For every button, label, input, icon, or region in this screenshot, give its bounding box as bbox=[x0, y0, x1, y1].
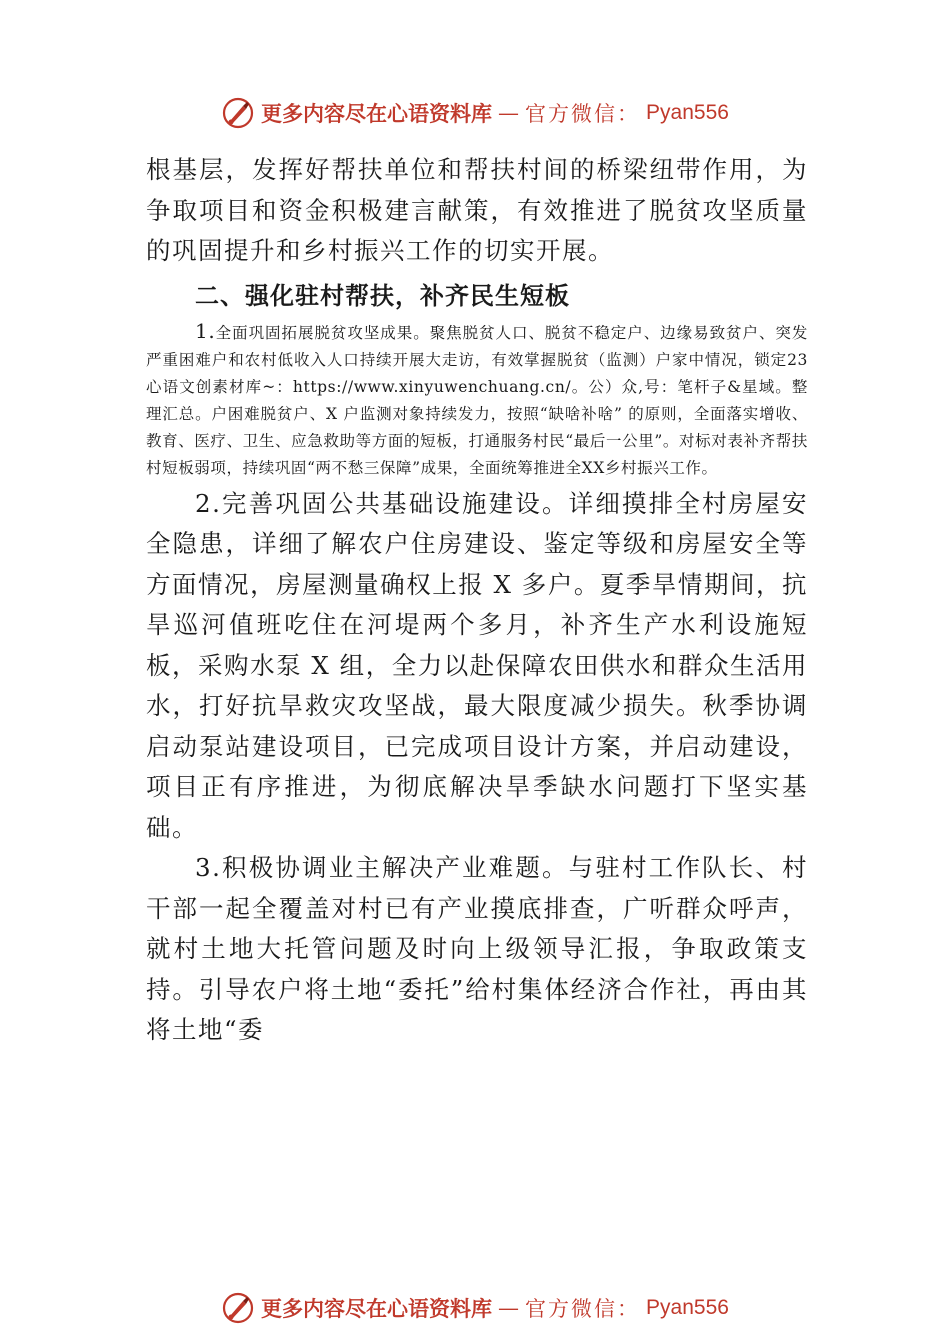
item-3-paragraph: 3.积极协调业主解决产业难题。与驻村工作队长、村干部一起全覆盖对村已有产业摸底排查，广听群众呼声，就村土地大托管问题及时向上级领导汇报，争取政策支持。引导农户将土地“委托”给村集体经济合作社，再由其将土地“委 bbox=[146, 853, 808, 1044]
watermark-sub-text: 官方微信： bbox=[525, 102, 641, 126]
item-2-paragraph: 2.完善巩固公共基础设施建设。详细摸排全村房屋安全隐患，详细了解农户住房建设、鉴定等级和房屋安全等方面情况，房屋测量确权上报 X 多户。夏季旱情期间，抗旱巡河值班吃住在河堤两个多月，补齐生产水利设施短板，采购水泵 X 组，全力以赴保障农田供水和群众生活用水，打好抗旱救灾攻坚战，最大限度减少损失。秋季协调启动泵站建设项目，已完成项目设计方案，并启动建设，项目正有序推进，为彻底解决旱季缺水问题打下坚实基础。 bbox=[146, 488, 808, 842]
brush-logo-icon bbox=[221, 1291, 255, 1325]
item-1-text: 全面巩固拓展脱贫攻坚成果。聚焦脱贫人口、脱贫不稳定户、边缘易致贫户、突发严重困难户和农村低收入人口持续开展大走访，有效掌握脱贫（监测）户家中情况，锁定23 心语文创素材库~：https://www.xinyuwenchuang.cn/。公）众,号：笔杆子&星域。整理汇总。户困难脱贫户、X 户监测对象持续发力，按照“缺啥补啥” 的原则，全面落实增收、教育、医疗、卫生、应急救助等方面的短板，打通服务村民“最后一公里”。对标对表补齐帮扶村短板弱项，持续巩固“两不愁三保障”成果，全面统筹推进全XX乡村振兴工作。 bbox=[146, 323, 808, 477]
brush-logo-icon bbox=[221, 96, 255, 130]
document-body bbox=[146, 150, 808, 1051]
watermark-dash: — bbox=[498, 101, 520, 125]
footer-watermark bbox=[0, 1291, 950, 1325]
header-watermark bbox=[0, 96, 950, 130]
watermark-main-text: 更多内容尽在心语资料库 bbox=[261, 1296, 493, 1321]
watermark-sub-text: 官方微信： bbox=[525, 1297, 641, 1321]
watermark-dash: — bbox=[498, 1296, 520, 1320]
item-1-paragraph bbox=[146, 318, 808, 482]
watermark-wechat-id: Pyan556 bbox=[646, 1296, 729, 1319]
paragraph-continuation: 根基层，发挥好帮扶单位和帮扶村间的桥梁纽带作用，为争取项目和资金积极建言献策，有效推进了脱贫攻坚质量的巩固提升和乡村振兴工作的切实开展。 bbox=[146, 155, 808, 265]
watermark-main-text: 更多内容尽在心语资料库 bbox=[261, 101, 493, 126]
watermark-wechat-id: Pyan556 bbox=[646, 101, 729, 124]
item-1-number: 1. bbox=[195, 318, 216, 343]
section-heading: 二、强化驻村帮扶，补齐民生短板 bbox=[195, 281, 570, 310]
